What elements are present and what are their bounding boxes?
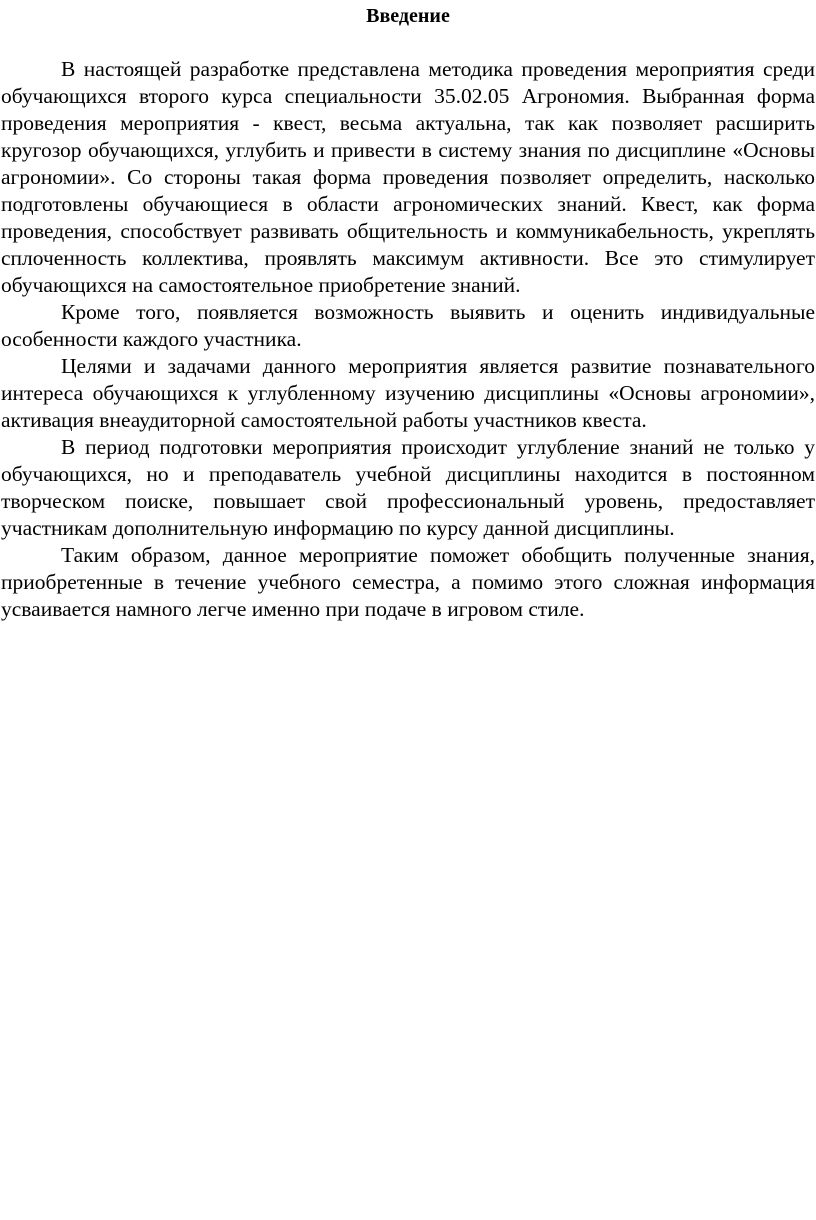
page-title: Введение bbox=[366, 5, 450, 27]
paragraph-preparation: В период подготовки мероприятия происходит углубление знаний не только у обучающихся, но и преподаватель учебной дисциплины находится в постоянном творческом поиске, повышает свой профессиональный уровень, предоставляет участникам дополнительную информацию по курсу данной дисциплины. bbox=[1, 435, 815, 540]
document-body bbox=[1, 56, 815, 623]
paragraph-individual-features: Кроме того, появляется возможность выявить и оценить индивидуальные особенности каждого участника. bbox=[1, 300, 815, 351]
paragraph-intro: В настоящей разработке представлена методика проведения мероприятия среди обучающихся второго курса специальности 35.02.05 Агрономия. Выбранная форма проведения мероприятия - квест, весьма актуальна, так как позволяет расширить кругозор обучающихся, углубить и привести в систему знания по дисциплине «Основы агрономии». Со стороны такая форма проведения позволяет определить, насколько подготовлены обучающиеся в области агрономических знаний. Квест, как форма проведения, способствует развивать общительность и коммуникабельность, укреплять сплоченность коллектива, проявлять максимум активности. Все это стимулирует обучающихся на самостоятельное приобретение знаний. bbox=[1, 57, 815, 297]
paragraph-conclusion: Таким образом, данное мероприятие поможет обобщить полученные знания, приобретенные в течение учебного семестра, а помимо этого сложная информация усваивается намного легче именно при подаче в игровом стиле. bbox=[1, 543, 815, 621]
paragraph-goals: Целями и задачами данного мероприятия является развитие познавательного интереса обучающихся к углубленному изучению дисциплины «Основы агрономии», активация внеаудиторной самостоятельной работы участников квеста. bbox=[1, 354, 815, 432]
